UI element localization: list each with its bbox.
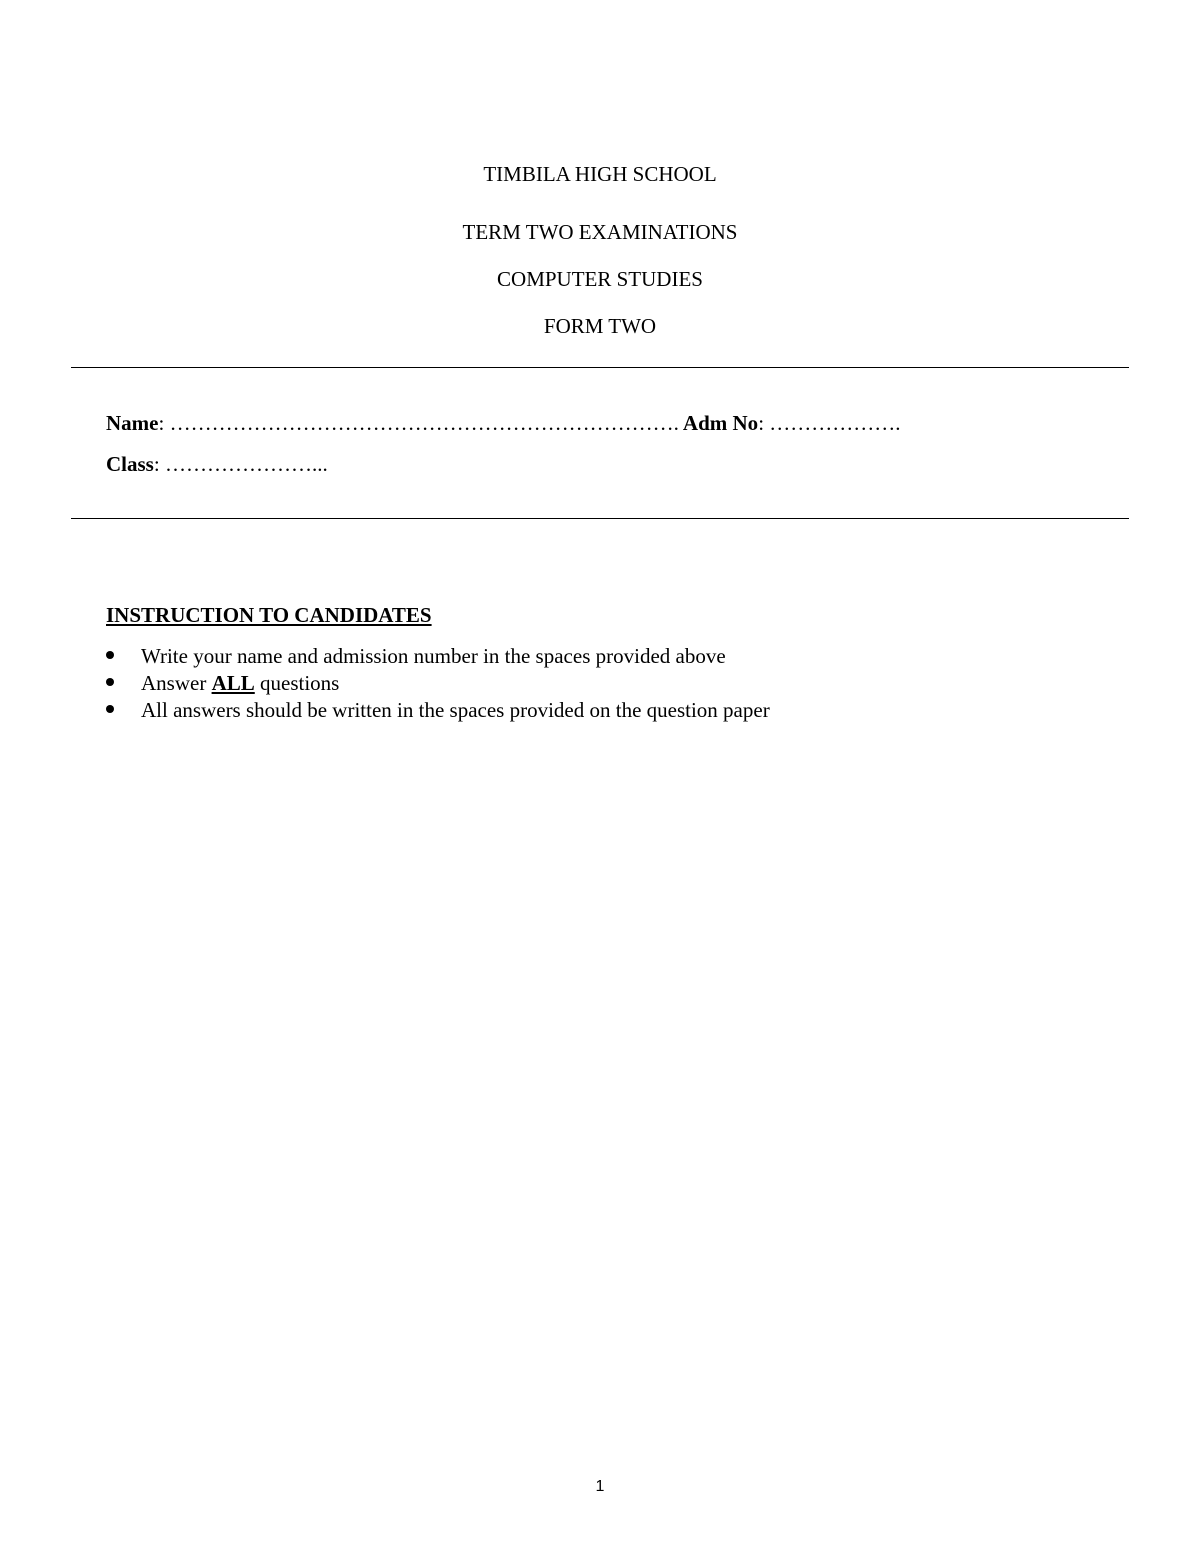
instruction-emphasis: ALL	[211, 671, 255, 695]
adm-no-field[interactable]: ……………….	[769, 411, 901, 435]
instruction-text: All answers should be written in the spaces provided on the question paper	[141, 698, 770, 722]
adm-no-label: Adm No	[678, 411, 759, 435]
instruction-text	[141, 671, 339, 695]
bullet-icon	[106, 678, 114, 686]
class-label: Class	[106, 452, 154, 476]
subject-title: COMPUTER STUDIES	[497, 267, 703, 291]
school-name: TIMBILA HIGH SCHOOL	[483, 162, 717, 186]
name-label: Name	[106, 411, 159, 435]
exam-title: TERM TWO EXAMINATIONS	[462, 220, 738, 244]
adm-no-colon: :	[758, 411, 770, 435]
instructions-heading: INSTRUCTION TO CANDIDATES	[106, 603, 432, 627]
bottom-divider	[71, 518, 1129, 519]
name-field[interactable]: ……………………………………………………………….	[169, 411, 679, 435]
class-row	[106, 452, 328, 476]
instruction-text-before: Answer	[141, 671, 212, 695]
class-colon: :	[153, 452, 165, 476]
form-title: FORM TWO	[543, 314, 657, 338]
name-adm-row	[106, 411, 901, 435]
instruction-text-after: questions	[254, 671, 340, 695]
bullet-icon	[106, 651, 114, 659]
top-divider	[71, 367, 1129, 368]
class-field[interactable]: …………………...	[164, 452, 328, 476]
name-colon: :	[158, 411, 170, 435]
page-number: 1	[595, 1478, 605, 1495]
instruction-text: Write your name and admission number in the spaces provided above	[141, 644, 726, 668]
bullet-icon	[106, 705, 114, 713]
